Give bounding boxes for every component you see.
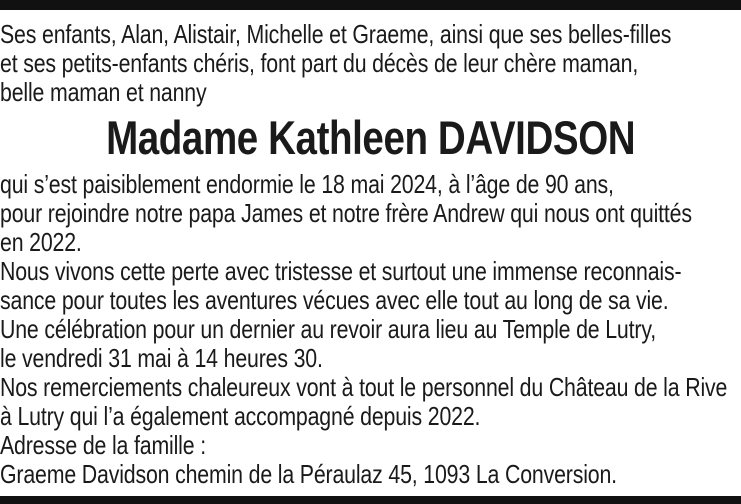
body-line: Nos remerciements chaleureux vont à tout le personnel du Château de la Rive [0,372,728,402]
body-line: le vendredi 31 mai à 14 heures 30. [0,343,323,373]
deceased-name-title: Madame Kathleen DAVIDSON [106,111,636,164]
intro-line: belle maman et nanny [0,77,207,107]
body-line: en 2022. [0,227,82,257]
body-line: qui s’est paisiblement endormie le 18 mai 2024, à l’âge de 90 ans, [0,169,614,199]
body-line: à Lutry qui l’a également accompagné depuis 2022. [0,401,481,431]
intro-line: et ses petits-enfants chéris, font part du décès de leur chère maman, [0,48,639,78]
body-line: Une célébration pour un dernier au revoir aura lieu au Temple de Lutry, [0,314,656,344]
body-line: sance pour toutes les aventures vécues avec elle tout au long de sa vie. [0,285,669,315]
top-border-rule [0,0,741,10]
address-label-line: Adresse de la famille : [0,430,206,460]
address-line: Graeme Davidson chemin de la Péraulaz 45, 1093 La Conversion. [0,459,617,489]
body-line: pour rejoindre notre papa James et notre frère Andrew qui nous ont quittés [0,198,692,228]
body-line: Nous vivons cette perte avec tristesse et surtout une immense reconnais- [0,256,682,286]
intro-line: Ses enfants, Alan, Alistair, Michelle et Graeme, ainsi que ses belles-filles [0,19,672,49]
bottom-border-rule [0,496,741,504]
death-notice-content [0,10,741,489]
